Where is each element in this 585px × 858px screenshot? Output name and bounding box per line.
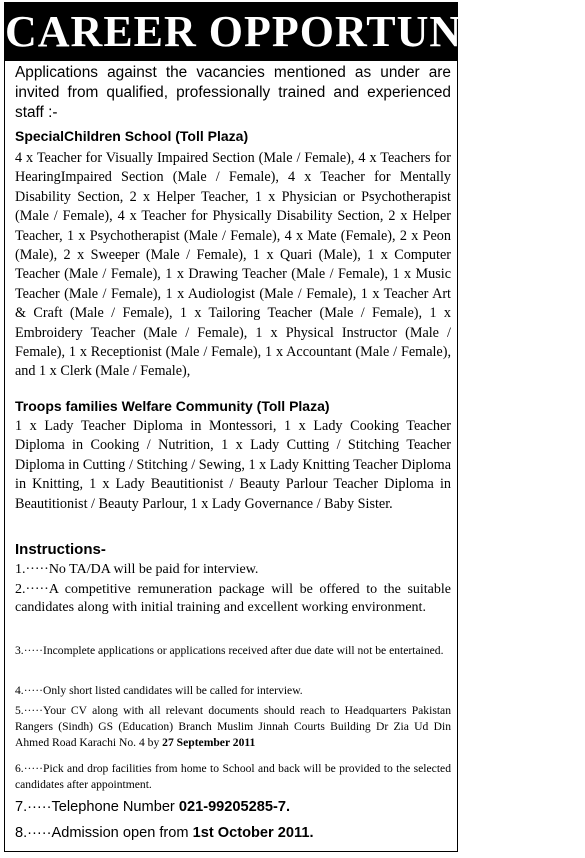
instruction-text: A competitive remuneration package will be offered to the suitable candidates along with initial training and excellent working environment. xyxy=(15,582,451,615)
page-title: CAREER OPPORTUNITIES xyxy=(5,3,457,61)
instruction-text: Only short listed candidates will be called for interview. xyxy=(43,684,303,697)
instruction-text: No TA/DA will be paid for interview. xyxy=(48,562,259,577)
instruction-admission-date: 1st October 2011. xyxy=(192,825,314,841)
instruction-item xyxy=(5,683,457,699)
instruction-deadline: 27 September 2011 xyxy=(162,736,256,749)
instruction-number: 6.····· xyxy=(15,762,43,775)
section-heading-troops-families: Troops families Welfare Community (Toll Plaza) xyxy=(15,398,330,414)
advertisement xyxy=(4,2,585,852)
instruction-number: 7.····· xyxy=(15,799,52,815)
instruction-text: Telephone Number xyxy=(51,799,179,815)
instruction-item xyxy=(5,581,457,617)
instruction-number: 2.····· xyxy=(15,582,49,597)
instruction-phone: 021-99205285-7. xyxy=(178,799,291,815)
instruction-number: 8.····· xyxy=(15,825,52,841)
instruction-item xyxy=(5,761,457,793)
instruction-text: Pick and drop facilities from home to School and back will be provided to the selected candidates after appointment. xyxy=(15,762,451,791)
instruction-number: 4.····· xyxy=(15,684,43,697)
instructions-heading: Instructions- xyxy=(15,541,106,558)
instruction-item xyxy=(5,823,457,843)
instruction-number: 3.····· xyxy=(15,644,43,657)
instruction-text: Your CV along with all relevant documents should reach to Headquarters Pakistan Rangers (Sindh) GS (Education) Branch Muslim Jinnah Courts Building Dr Zia Ud Din Ahmed Road Karachi No. 4 by xyxy=(15,704,451,749)
instruction-item xyxy=(5,703,457,751)
section-body-troops-families: 1 x Lady Teacher Diploma in Montessori, 1 x Lady Cooking Teacher Diploma in Cooking / Nutrition, 1 x Lady Cutting / Stitching Teacher Diploma in Cutting / Stitching / Sewing, 1 x Lady Knitting Teacher Diploma in Knitting, 1 x Lady Beautitionist / Beauty Parlour Teacher Diploma in Beautitionist / Beauty Parlour, 1 x Lady Governance / Baby Sister. xyxy=(15,418,451,512)
instruction-item xyxy=(5,797,457,817)
intro-text: Applications against the vacancies mentioned as under are invited from qualified, professionally trained and experienced staff :- xyxy=(15,64,451,121)
instruction-item xyxy=(5,561,457,579)
instruction-number: 1.····· xyxy=(15,562,49,577)
instruction-item xyxy=(5,643,457,659)
instruction-text: Admission open from xyxy=(51,825,193,841)
section-body-special-children: 4 x Teacher for Visually Impaired Section (Male / Female), 4 x Teachers for HearingImpaired Section (Male / Female), 4 x Teacher for Mentally Disability Section, 2 x Helper Teacher, 1 x Physician or Psychotherapist (Male / Female), 4 x Teacher for Physically Disability Section, 2 x Helper Teacher, 1 x Psychotherapist (Male / Female), 4 x Mate (Female), 2 x Peon (Male), 2 x Sweeper (Male / Female), 1 x Quari (Male), 1 x Computer Teacher (Male / Female), 1 x Drawing Teacher (Male / Female), 1 x Music Teacher (Male / Female), 1 x Audiologist (Male / Female), 1 x Teacher Art & Craft (Male / Female), 1 x Tailoring Teacher (Male / Female), 1 x Embroidery Teacher (Male / Female), 1 x Physical Instructor (Male / Female), 1 x Receptionist (Male / Female), 1 x Accountant (Male / Female), and 1 x Clerk (Male / Female), xyxy=(15,150,451,380)
instruction-text: Incomplete applications or applications received after due date will not be entertained. xyxy=(43,644,444,657)
instruction-number: 5.····· xyxy=(15,704,43,717)
section-heading-special-children: SpecialChildren School (Toll Plaza) xyxy=(15,128,249,144)
